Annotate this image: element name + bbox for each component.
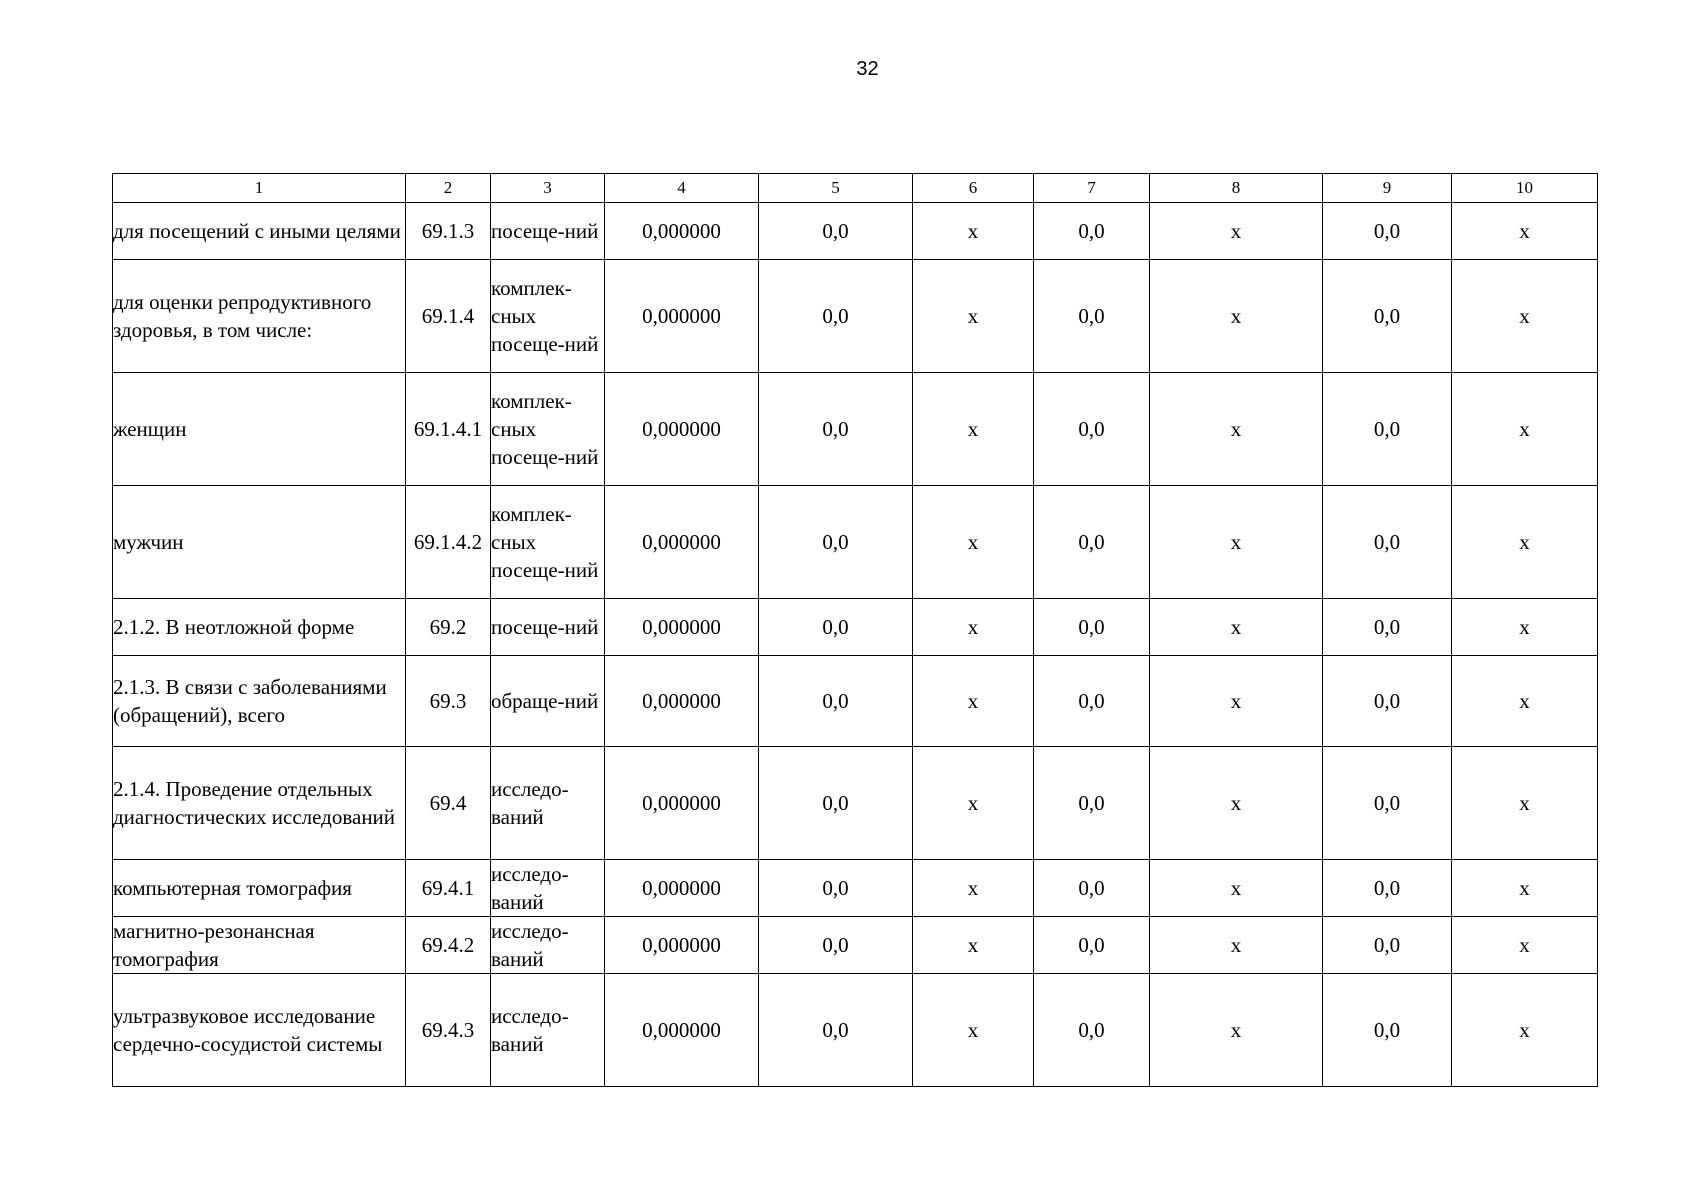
row-name: женщин	[113, 373, 406, 486]
row-code: 69.4.1	[406, 860, 491, 917]
column-header: 9	[1323, 174, 1452, 203]
row-name: 2.1.2. В неотложной форме	[113, 599, 406, 656]
cell-col4: 0,000000	[605, 373, 759, 486]
cell-col6: х	[913, 860, 1034, 917]
cell-col8: х	[1150, 974, 1323, 1087]
cell-col10: х	[1452, 860, 1598, 917]
row-name: 2.1.4. Проведение отдельных диагностических исследований	[113, 747, 406, 860]
cell-col10: х	[1452, 260, 1598, 373]
cell-col5: 0,0	[759, 486, 913, 599]
header-row	[113, 174, 1598, 203]
cell-col7: 0,0	[1034, 486, 1150, 599]
table-row	[113, 203, 1598, 260]
cell-col7: 0,0	[1034, 747, 1150, 860]
cell-col9: 0,0	[1323, 747, 1452, 860]
column-header: 2	[406, 174, 491, 203]
cell-col9: 0,0	[1323, 486, 1452, 599]
row-name: магнитно-резонансная томография	[113, 917, 406, 974]
cell-col10: х	[1452, 917, 1598, 974]
cell-col9: 0,0	[1323, 974, 1452, 1087]
table-row	[113, 373, 1598, 486]
cell-col5: 0,0	[759, 656, 913, 747]
cell-col5: 0,0	[759, 373, 913, 486]
cell-col8: х	[1150, 917, 1323, 974]
cell-col7: 0,0	[1034, 599, 1150, 656]
cell-col4: 0,000000	[605, 747, 759, 860]
cell-col6: х	[913, 486, 1034, 599]
row-name: для посещений с иными целями	[113, 203, 406, 260]
cell-col8: х	[1150, 860, 1323, 917]
cell-col9: 0,0	[1323, 917, 1452, 974]
row-unit: исследо-ваний	[491, 917, 605, 974]
row-code: 69.1.4.2	[406, 486, 491, 599]
cell-col6: х	[913, 917, 1034, 974]
cell-col5: 0,0	[759, 599, 913, 656]
row-name: компьютерная томография	[113, 860, 406, 917]
cell-col4: 0,000000	[605, 203, 759, 260]
cell-col4: 0,000000	[605, 260, 759, 373]
table-row	[113, 260, 1598, 373]
page-number: 32	[856, 58, 879, 80]
cell-col8: х	[1150, 260, 1323, 373]
cell-col7: 0,0	[1034, 860, 1150, 917]
row-unit: комплек-сных посеще-ний	[491, 260, 605, 373]
cell-col5: 0,0	[759, 747, 913, 860]
cell-col4: 0,000000	[605, 656, 759, 747]
row-unit: исследо-ваний	[491, 860, 605, 917]
data-table	[112, 173, 1598, 1087]
cell-col7: 0,0	[1034, 203, 1150, 260]
cell-col10: х	[1452, 656, 1598, 747]
cell-col10: х	[1452, 486, 1598, 599]
cell-col9: 0,0	[1323, 656, 1452, 747]
row-code: 69.4.3	[406, 974, 491, 1087]
column-header: 8	[1150, 174, 1323, 203]
row-name: ультразвуковое исследование сердечно-сосудистой системы	[113, 974, 406, 1087]
row-code: 69.2	[406, 599, 491, 656]
row-name: мужчин	[113, 486, 406, 599]
row-unit: комплек-сных посеще-ний	[491, 486, 605, 599]
row-unit: посеще-ний	[491, 599, 605, 656]
table-row	[113, 486, 1598, 599]
cell-col6: х	[913, 599, 1034, 656]
table-row	[113, 917, 1598, 974]
row-name: для оценки репродуктивного здоровья, в том числе:	[113, 260, 406, 373]
cell-col4: 0,000000	[605, 917, 759, 974]
row-unit: комплек-сных посеще-ний	[491, 373, 605, 486]
cell-col6: х	[913, 656, 1034, 747]
cell-col7: 0,0	[1034, 656, 1150, 747]
table-row	[113, 860, 1598, 917]
row-code: 69.4.2	[406, 917, 491, 974]
column-header: 10	[1452, 174, 1598, 203]
row-unit: исследо-ваний	[491, 974, 605, 1087]
cell-col9: 0,0	[1323, 373, 1452, 486]
row-unit: исследо-ваний	[491, 747, 605, 860]
cell-col9: 0,0	[1323, 860, 1452, 917]
column-header: 3	[491, 174, 605, 203]
row-code: 69.1.3	[406, 203, 491, 260]
cell-col8: х	[1150, 599, 1323, 656]
cell-col10: х	[1452, 747, 1598, 860]
table-row	[113, 974, 1598, 1087]
table-row	[113, 656, 1598, 747]
column-header: 4	[605, 174, 759, 203]
cell-col7: 0,0	[1034, 917, 1150, 974]
cell-col5: 0,0	[759, 974, 913, 1087]
cell-col8: х	[1150, 656, 1323, 747]
cell-col10: х	[1452, 599, 1598, 656]
cell-col5: 0,0	[759, 917, 913, 974]
cell-col4: 0,000000	[605, 486, 759, 599]
cell-col6: х	[913, 747, 1034, 860]
table-row	[113, 747, 1598, 860]
cell-col6: х	[913, 974, 1034, 1087]
cell-col4: 0,000000	[605, 860, 759, 917]
row-unit: посеще-ний	[491, 203, 605, 260]
cell-col5: 0,0	[759, 203, 913, 260]
cell-col10: х	[1452, 974, 1598, 1087]
cell-col4: 0,000000	[605, 599, 759, 656]
cell-col9: 0,0	[1323, 260, 1452, 373]
row-code: 69.1.4	[406, 260, 491, 373]
column-header: 6	[913, 174, 1034, 203]
cell-col8: х	[1150, 373, 1323, 486]
row-unit: обраще-ний	[491, 656, 605, 747]
cell-col8: х	[1150, 486, 1323, 599]
cell-col9: 0,0	[1323, 599, 1452, 656]
row-name: 2.1.3. В связи с заболеваниями (обращений), всего	[113, 656, 406, 747]
cell-col8: х	[1150, 203, 1323, 260]
cell-col9: 0,0	[1323, 203, 1452, 260]
column-header: 1	[113, 174, 406, 203]
column-header: 7	[1034, 174, 1150, 203]
cell-col7: 0,0	[1034, 260, 1150, 373]
cell-col6: х	[913, 373, 1034, 486]
cell-col6: х	[913, 260, 1034, 373]
cell-col10: х	[1452, 373, 1598, 486]
row-code: 69.1.4.1	[406, 373, 491, 486]
cell-col6: х	[913, 203, 1034, 260]
cell-col7: 0,0	[1034, 974, 1150, 1087]
cell-col5: 0,0	[759, 860, 913, 917]
row-code: 69.4	[406, 747, 491, 860]
cell-col8: х	[1150, 747, 1323, 860]
cell-col7: 0,0	[1034, 373, 1150, 486]
cell-col5: 0,0	[759, 260, 913, 373]
table-row	[113, 599, 1598, 656]
column-header: 5	[759, 174, 913, 203]
cell-col10: х	[1452, 203, 1598, 260]
cell-col4: 0,000000	[605, 974, 759, 1087]
row-code: 69.3	[406, 656, 491, 747]
